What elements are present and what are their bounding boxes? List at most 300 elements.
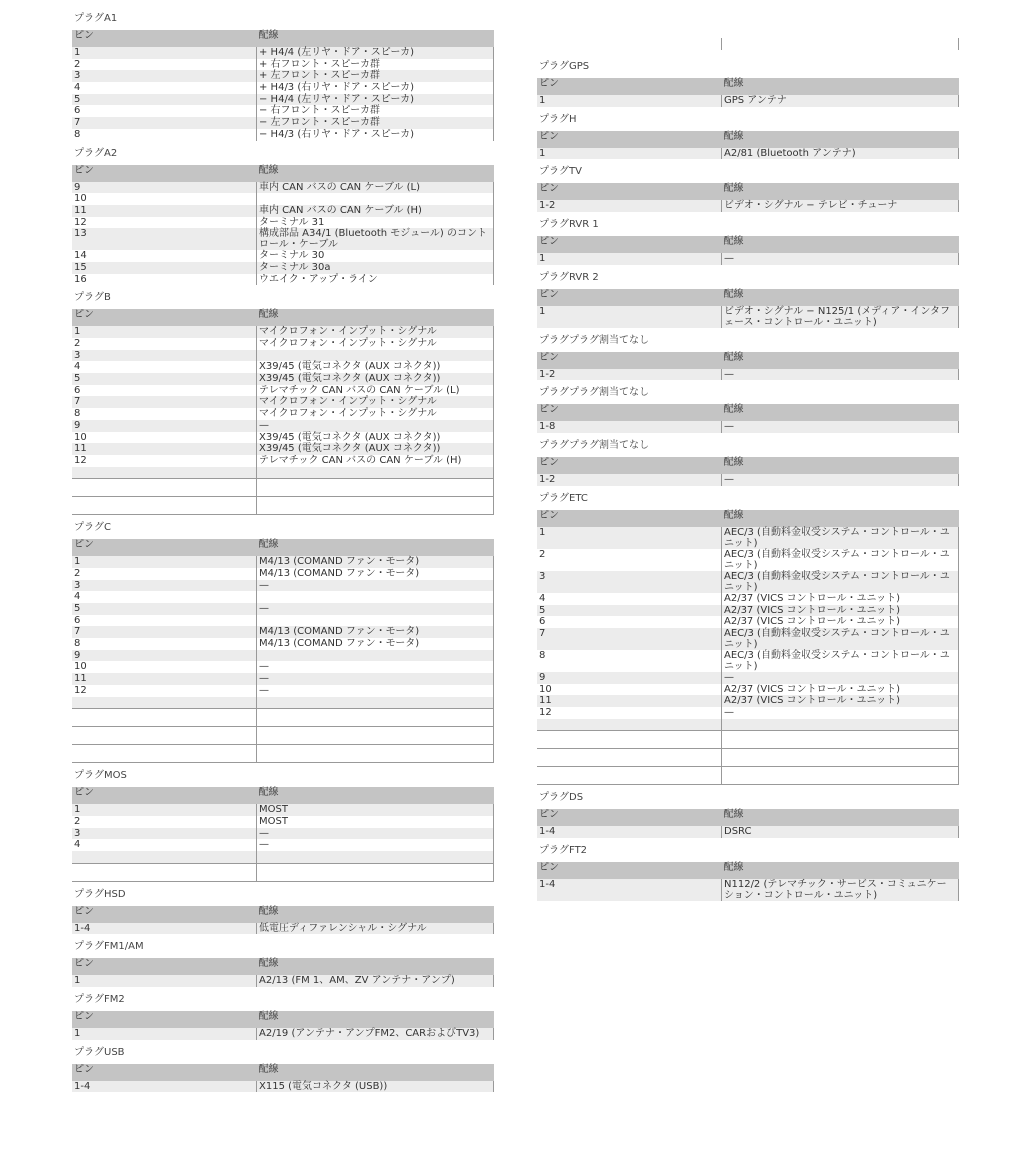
wiring-cell: AEC/3 (自動料金収受システム・コントロール・ユニット) [722, 628, 959, 650]
pin-header: ピン [72, 309, 257, 326]
empty-row [72, 479, 494, 497]
connector-title: プラグRVR 2 [539, 271, 599, 283]
wiring-header: 配線 [257, 1064, 494, 1081]
pinout-table [537, 457, 959, 486]
pin-cell: 3 [72, 828, 257, 840]
wiring-cell: ターミナル 31 [257, 217, 494, 229]
connector-title: プラグFT2 [539, 845, 588, 856]
table-header [537, 457, 959, 474]
pinout-table [537, 289, 959, 328]
wiring-cell [257, 193, 494, 205]
pinout-table [537, 352, 959, 381]
pin-cell: 5 [72, 373, 257, 385]
table-header [537, 236, 959, 253]
table-header [72, 1011, 494, 1028]
table-row [72, 205, 494, 217]
wiring-cell: テレマチック CAN バスの CAN ケーブル (H) [257, 455, 494, 467]
wiring-cell: 車内 CAN バスの CAN ケーブル (H) [257, 205, 494, 217]
wiring-cell: − H4/4 (左リヤ・ドア・スピーカ) [257, 94, 494, 106]
pin-header: ピン [537, 809, 722, 826]
wiring-cell: DSRC [722, 826, 959, 838]
wiring-cell: X39/45 (電気コネクタ (AUX コネクタ)) [257, 443, 494, 455]
pin-header: ピン [537, 457, 722, 474]
table-row [72, 82, 494, 94]
continued-table-fragment [721, 38, 959, 50]
wiring-cell: — [722, 369, 959, 381]
pin-cell: 1-4 [72, 923, 257, 935]
table-row [72, 59, 494, 71]
table-row [72, 94, 494, 106]
table-row [537, 148, 959, 160]
wiring-cell [257, 697, 494, 709]
table-row [72, 373, 494, 385]
table-header [537, 78, 959, 95]
table-row [72, 117, 494, 129]
wiring-header: 配線 [257, 906, 494, 923]
wiring-cell: M4/13 (COMAND ファン・モータ) [257, 556, 494, 568]
table-header [537, 131, 959, 148]
wiring-cell: A2/81 (Bluetooth アンテナ) [722, 148, 959, 160]
wiring-cell: X39/45 (電気コネクタ (AUX コネクタ)) [257, 432, 494, 444]
pin-cell: 1-2 [537, 474, 722, 486]
table-row [537, 549, 959, 571]
left-column [72, 12, 494, 1098]
pin-cell: 1-4 [72, 1081, 257, 1093]
pin-cell: 2 [74, 58, 81, 70]
pin-cell: 1 [537, 148, 722, 160]
pin-cell [72, 863, 257, 881]
table-header [537, 404, 959, 421]
pin-cell: 8 [74, 128, 81, 140]
pin-cell: 7 [537, 628, 722, 650]
pin-cell: 1 [72, 1028, 257, 1040]
wiring-header: 配線 [722, 510, 959, 527]
table-row [72, 1081, 494, 1093]
pin-cell: 1 [72, 556, 257, 568]
pin-cell: 3 [72, 580, 257, 592]
pin-header: ピン [537, 289, 722, 306]
wiring-cell [722, 767, 959, 785]
pinout-table [72, 539, 494, 763]
wiring-cell: AEC/3 (自動料金収受システム・コントロール・ユニット) [722, 650, 959, 672]
table-row [537, 605, 959, 617]
wiring-cell: A2/13 (FM 1、AM、ZV アンテナ・アンプ) [257, 975, 494, 987]
table-row [537, 571, 959, 593]
empty-row [72, 497, 494, 515]
wiring-header: 配線 [257, 958, 494, 975]
table-row [72, 47, 494, 59]
table-row [72, 228, 494, 250]
table-row [72, 455, 494, 467]
table-row [537, 253, 959, 265]
wiring-cell: マイクロフォン・インプット・シグナル [257, 326, 494, 338]
wiring-cell [257, 650, 494, 662]
wiring-header: 配線 [257, 787, 494, 804]
wiring-cell [257, 863, 494, 881]
table-row [72, 828, 494, 840]
table-row [72, 443, 494, 455]
table-row [72, 274, 494, 286]
pin-cell: 5 [72, 603, 257, 615]
pinout-table [72, 165, 494, 286]
pin-cell: 9 [537, 672, 722, 684]
wiring-cell: A2/37 (VICS コントロール・ユニット) [722, 695, 959, 707]
table-row [537, 200, 959, 212]
pin-cell [72, 709, 257, 727]
table-row [537, 707, 959, 719]
wiring-cell [257, 467, 494, 479]
wiring-cell: X115 (電気コネクタ (USB)) [257, 1081, 494, 1093]
pin-header: ピン [537, 78, 722, 95]
wiring-cell: M4/13 (COMAND ファン・モータ) [257, 568, 494, 580]
pin-cell: 2 [74, 338, 81, 349]
pin-header: ピン [72, 787, 257, 804]
wiring-cell: 低電圧ディファレンシャル・シグナル [257, 923, 494, 935]
pin-cell: 1 [72, 975, 257, 987]
pin-cell: 2 [74, 815, 81, 827]
connector-title: プラグプラグ割当てなし [539, 440, 649, 452]
empty-row [72, 709, 494, 727]
wiring-header: 配線 [257, 309, 494, 326]
table-row [72, 385, 494, 397]
pin-cell: 1-2 [537, 369, 722, 381]
pin-cell: 8 [74, 638, 81, 650]
pinout-table [72, 958, 494, 987]
wiring-cell: ターミナル 30a [257, 262, 494, 274]
connector-title: プラグGPS [539, 61, 590, 72]
wiring-cell [257, 591, 494, 603]
table-row [537, 306, 959, 328]
wiring-cell: + 左フロント・スピーカ群 [257, 70, 494, 82]
table-row [537, 719, 959, 731]
table-row [537, 421, 959, 433]
pin-header: ピン [537, 236, 722, 253]
table-row [537, 650, 959, 672]
pin-header: ピン [72, 1064, 257, 1081]
connector-title: プラグUSB [74, 1046, 125, 1058]
table-row [72, 556, 494, 568]
wiring-cell [257, 497, 494, 515]
table-header [72, 309, 494, 326]
pin-cell: 11 [72, 673, 257, 685]
pin-cell [72, 727, 257, 745]
pin-cell: 1-8 [537, 421, 722, 433]
wiring-cell: — [257, 828, 494, 840]
wiring-header: 配線 [722, 78, 959, 95]
pin-cell: 4 [74, 839, 81, 851]
pin-cell: 6 [539, 616, 546, 628]
empty-row [537, 731, 959, 749]
table-row [537, 695, 959, 707]
wiring-cell: M4/13 (COMAND ファン・モータ) [257, 626, 494, 638]
connector-title: プラグMOS [74, 770, 127, 782]
wiring-cell: マイクロフォン・インプット・シグナル [257, 396, 494, 408]
table-row [537, 593, 959, 605]
pin-header: ピン [72, 906, 257, 923]
pin-header: ピン [537, 352, 722, 369]
connector-title: プラグDS [539, 792, 584, 804]
wiring-header: 配線 [257, 539, 494, 556]
pin-cell: 1-4 [537, 879, 722, 901]
pin-cell: 7 [72, 626, 257, 638]
pin-cell: 1-4 [537, 826, 722, 838]
table-row [537, 616, 959, 628]
wiring-cell: — [722, 672, 959, 684]
wiring-cell: — [257, 839, 494, 851]
connector-title: プラグA1 [74, 13, 118, 24]
table-row [537, 527, 959, 549]
wiring-header: 配線 [722, 457, 959, 474]
wiring-cell: — [257, 661, 494, 673]
wiring-cell: A2/19 (アンテナ・アンプFM2、CARおよびTV3) [257, 1028, 494, 1040]
wiring-cell: + H4/3 (右リヤ・ドア・スピーカ) [257, 82, 494, 94]
pin-cell [72, 745, 257, 763]
wiring-header: 配線 [257, 30, 494, 47]
table-row [72, 816, 494, 828]
wiring-cell: 車内 CAN バスの CAN ケーブル (L) [257, 182, 494, 194]
connector-title: プラグHSD [74, 888, 126, 900]
table-row [537, 826, 959, 838]
empty-row [72, 727, 494, 745]
pinout-table [72, 1064, 494, 1093]
wiring-cell: MOST [257, 804, 494, 816]
wiring-cell: ビデオ・シグナル − N125/1 (メディア・インタフェース・コントロール・ユニット) [722, 306, 959, 328]
pin-cell: 12 [74, 684, 87, 696]
wiring-cell [722, 749, 959, 767]
wiring-cell: 構成部品 A34/1 (Bluetooth モジュール) のコントロール・ケーブル [257, 228, 494, 250]
table-row [72, 591, 494, 603]
pinout-table [537, 404, 959, 433]
wiring-cell: テレマチック CAN バスの CAN ケーブル (L) [257, 385, 494, 397]
table-row [72, 326, 494, 338]
pin-cell: 12 [74, 454, 87, 466]
pin-cell: 6 [74, 384, 81, 396]
wiring-cell: GPS アンテナ [722, 95, 959, 107]
wiring-cell: — [722, 253, 959, 265]
pin-cell [72, 697, 257, 709]
connector-title: プラグA2 [74, 147, 118, 159]
table-row [72, 568, 494, 580]
pin-cell: 10 [539, 683, 552, 695]
table-header [537, 289, 959, 306]
table-row [72, 217, 494, 229]
connector-title: プラグプラグ割当てなし [539, 387, 649, 399]
table-row [72, 193, 494, 205]
pinout-table [537, 236, 959, 265]
connector-title: プラグプラグ割当てなし [539, 334, 649, 346]
wiring-cell: — [257, 685, 494, 697]
table-row [72, 408, 494, 420]
table-row [72, 851, 494, 863]
table-header [537, 862, 959, 879]
wiring-cell [722, 731, 959, 749]
pin-cell: 9 [72, 420, 257, 432]
wiring-cell: AEC/3 (自動料金収受システム・コントロール・ユニット) [722, 527, 959, 549]
wiring-header: 配線 [722, 809, 959, 826]
connector-title: プラグB [74, 292, 111, 304]
wiring-cell: M4/13 (COMAND ファン・モータ) [257, 638, 494, 650]
pin-cell: 10 [74, 661, 87, 673]
wiring-cell: + 右フロント・スピーカ群 [257, 59, 494, 71]
table-row [72, 580, 494, 592]
pin-cell: 8 [74, 408, 81, 420]
wiring-cell: A2/37 (VICS コントロール・ユニット) [722, 616, 959, 628]
pin-cell: 5 [537, 605, 722, 617]
pinout-table [537, 183, 959, 212]
empty-row [537, 767, 959, 785]
pinout-table [72, 906, 494, 935]
table-row [72, 350, 494, 362]
wiring-cell: A2/37 (VICS コントロール・ユニット) [722, 605, 959, 617]
wiring-header: 配線 [722, 404, 959, 421]
wiring-cell: + H4/4 (左リヤ・ドア・スピーカ) [257, 47, 494, 59]
pin-cell: 1 [72, 326, 257, 338]
pin-cell [537, 731, 722, 749]
pin-cell: 4 [74, 82, 81, 94]
wiring-cell [257, 745, 494, 763]
wiring-cell [257, 350, 494, 362]
pin-header: ピン [537, 862, 722, 879]
wiring-cell [257, 851, 494, 863]
table-header [537, 352, 959, 369]
wiring-cell: AEC/3 (自動料金収受システム・コントロール・ユニット) [722, 571, 959, 593]
table-header [72, 165, 494, 182]
wiring-cell [257, 709, 494, 727]
connector-title: プラグTV [539, 166, 582, 178]
wiring-cell: — [257, 580, 494, 592]
wiring-cell: — [722, 707, 959, 719]
pin-cell: 11 [72, 205, 257, 217]
wiring-cell: — [722, 474, 959, 486]
table-header [72, 539, 494, 556]
pin-cell [72, 467, 257, 479]
pin-cell: 10 [74, 431, 87, 443]
table-header [72, 787, 494, 804]
wiring-header: 配線 [257, 1011, 494, 1028]
wiring-cell: − 左フロント・スピーカ群 [257, 117, 494, 129]
wiring-cell [722, 719, 959, 731]
table-header [537, 183, 959, 200]
wiring-header: 配線 [722, 289, 959, 306]
pinout-table [537, 809, 959, 838]
table-row [72, 923, 494, 935]
wiring-cell: — [722, 421, 959, 433]
pin-cell [72, 497, 257, 515]
table-row [72, 975, 494, 987]
connector-title: プラグETC [539, 492, 588, 504]
pinout-table [72, 787, 494, 881]
pin-cell: 12 [539, 706, 552, 718]
pin-header: ピン [537, 404, 722, 421]
table-row [72, 105, 494, 117]
pin-cell: 6 [74, 105, 81, 117]
wiring-cell: — [257, 603, 494, 615]
wiring-cell: ターミナル 30 [257, 250, 494, 262]
pin-header: ピン [72, 539, 257, 556]
table-row [72, 467, 494, 479]
pin-cell: 3 [537, 571, 722, 593]
pin-cell: 6 [74, 614, 81, 626]
pinout-table [537, 862, 959, 901]
pinout-table [537, 510, 959, 786]
pin-cell: 1 [537, 253, 722, 265]
table-row [537, 474, 959, 486]
pin-cell: 13 [72, 228, 257, 250]
pin-cell: 12 [74, 216, 87, 228]
pin-cell [537, 767, 722, 785]
table-row [72, 673, 494, 685]
pin-cell: 1 [537, 527, 722, 549]
table-row [72, 839, 494, 851]
table-row [537, 628, 959, 650]
pin-cell: 11 [72, 443, 257, 455]
wiring-cell: − 右フロント・スピーカ群 [257, 105, 494, 117]
wiring-cell [257, 727, 494, 745]
connector-title: プラグFM1/AM [74, 941, 144, 953]
table-header [537, 510, 959, 527]
pin-cell: 1-2 [537, 200, 722, 212]
pin-cell: 9 [72, 650, 257, 662]
wiring-cell: − H4/3 (右リヤ・ドア・スピーカ) [257, 129, 494, 141]
pin-header: ピン [72, 958, 257, 975]
wiring-header: 配線 [722, 131, 959, 148]
wiring-header: 配線 [722, 352, 959, 369]
pin-cell [72, 851, 257, 863]
table-row [72, 685, 494, 697]
table-row [537, 879, 959, 901]
empty-row [72, 745, 494, 763]
table-row [72, 420, 494, 432]
wiring-cell: マイクロフォン・インプット・シグナル [257, 408, 494, 420]
connector-title: プラグRVR 1 [539, 219, 599, 231]
table-header [537, 809, 959, 826]
table-header [72, 30, 494, 47]
table-row [72, 626, 494, 638]
pin-cell: 14 [74, 250, 87, 262]
pinout-table [537, 131, 959, 160]
table-row [72, 697, 494, 709]
table-row [537, 684, 959, 696]
table-row [72, 661, 494, 673]
table-row [72, 615, 494, 627]
pin-header: ピン [72, 30, 257, 47]
pin-cell: 7 [72, 117, 257, 129]
pin-cell: 5 [72, 94, 257, 106]
table-row [537, 369, 959, 381]
pin-cell: 2 [74, 567, 81, 579]
table-row [72, 262, 494, 274]
table-row [72, 432, 494, 444]
empty-row [537, 749, 959, 767]
wiring-header: 配線 [722, 236, 959, 253]
wiring-cell: ウエイク・アップ・ライン [257, 274, 494, 286]
table-row [72, 70, 494, 82]
table-row [72, 650, 494, 662]
right-column [537, 38, 959, 907]
table-row [72, 638, 494, 650]
wiring-cell: N112/2 (テレマチック・サービス・コミュニケーション・コントロール・ユニット) [722, 879, 959, 901]
pin-header: ピン [72, 165, 257, 182]
connector-title: プラグFM2 [74, 994, 125, 1005]
pin-cell: 1 [537, 306, 722, 328]
table-row [537, 672, 959, 684]
table-row [72, 250, 494, 262]
pin-cell: 4 [539, 592, 546, 604]
table-row [72, 1028, 494, 1040]
pin-cell: 11 [537, 695, 722, 707]
table-row [72, 603, 494, 615]
table-row [537, 95, 959, 107]
